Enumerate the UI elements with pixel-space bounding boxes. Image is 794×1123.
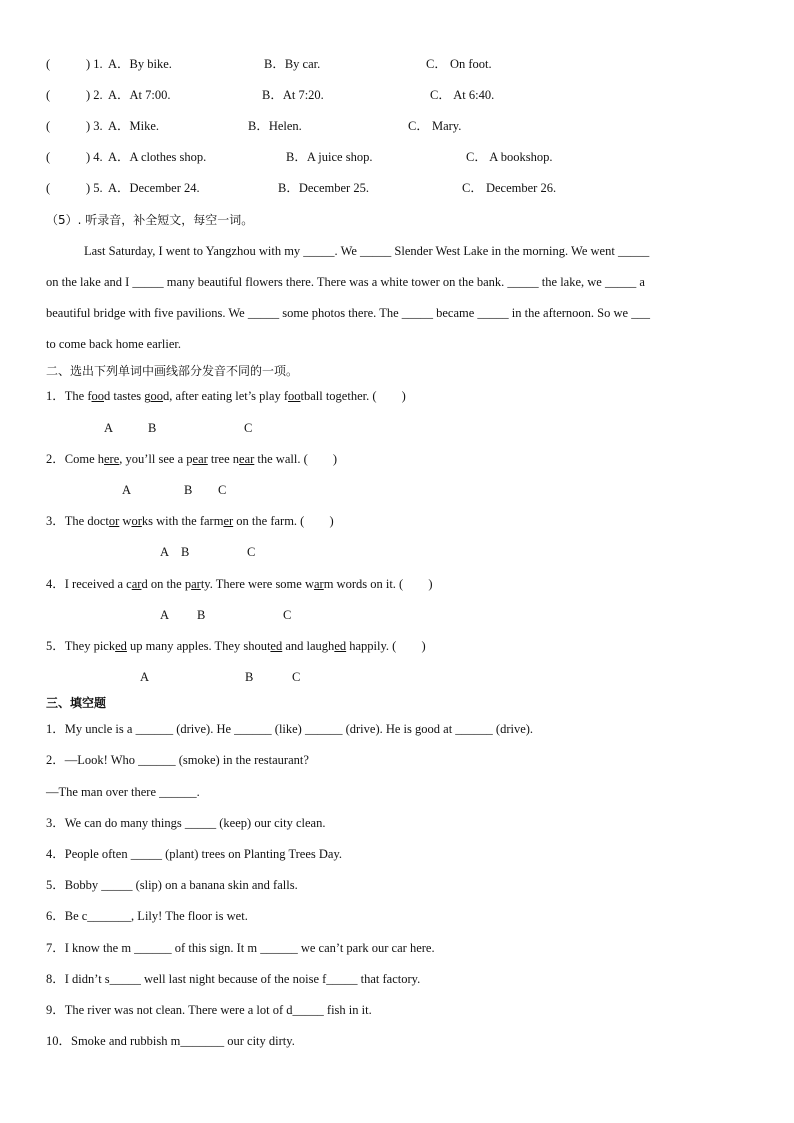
- question-number: 2．: [46, 452, 65, 466]
- underlined-c: ed: [334, 639, 347, 653]
- label-b: B: [148, 421, 157, 435]
- paren-open: (: [46, 88, 51, 102]
- fill-item-3: 3．We can do many things _____ (keep) our city clean.: [46, 816, 326, 830]
- underlined-b: oo: [150, 389, 164, 403]
- option-a: A．Mike.: [108, 119, 160, 133]
- choice-row-3: [46, 118, 50, 134]
- underlined-b: ear: [192, 452, 208, 466]
- paren-close: ): [86, 119, 91, 133]
- underlined-a: ar: [131, 577, 142, 591]
- label-a: A: [160, 608, 170, 622]
- question-number: 2.: [93, 88, 103, 102]
- choice-row-5: [46, 180, 50, 196]
- section3-heading: 三、填空题: [46, 696, 107, 710]
- label-a: A: [122, 483, 132, 497]
- fill-item-5: 5．Bobby _____ (slip) on a banana skin and falls.: [46, 878, 298, 892]
- choice-row-3-body: [86, 118, 103, 134]
- fill-item-7: 7．I know the m ______ of this sign. It m ______ we can’t park our car here.: [46, 941, 435, 955]
- text: ): [398, 389, 406, 403]
- text: They pick: [64, 639, 116, 653]
- text: ): [418, 639, 426, 653]
- underlined-c: ear: [239, 452, 255, 466]
- text: happily. (: [346, 639, 397, 653]
- paren-close: ): [86, 150, 91, 164]
- text: ks with the farm: [141, 514, 224, 528]
- question-number: 4.: [93, 150, 103, 164]
- fill-item-4: 4．People often _____ (plant) trees on Planting Trees Day.: [46, 847, 343, 861]
- option-c: C． December 26.: [462, 181, 557, 195]
- option-a: A．December 24.: [108, 181, 200, 195]
- text: w: [119, 514, 132, 528]
- text: up many apples. They shout: [126, 639, 271, 653]
- option-b: B．December 25.: [278, 181, 369, 195]
- fill-item-2-answer: —The man over there ______.: [46, 785, 200, 799]
- text: d tastes g: [104, 389, 151, 403]
- choice-row-4-body: [86, 149, 103, 165]
- text: m words on it. (: [323, 577, 404, 591]
- paren-open: (: [46, 150, 51, 164]
- underlined-a: ed: [115, 639, 127, 653]
- label-a: A: [160, 545, 170, 559]
- question-number: 3．: [46, 514, 65, 528]
- choice-row-4: [46, 149, 50, 165]
- pronunciation-item-4: [46, 576, 433, 592]
- underlined-a: oo: [91, 389, 104, 403]
- pronunciation-item-2: [46, 451, 337, 467]
- paren-open: (: [46, 181, 51, 195]
- text: I received a c: [64, 577, 132, 591]
- passage-line-3: beautiful bridge with five pavilions. We _____ some photos there. The _____ became _____ in the afternoon. So we ___: [46, 306, 650, 320]
- section2-heading: 二、选出下列单词中画线部分发音不同的一项。: [46, 364, 299, 378]
- paren-close: ): [86, 57, 91, 71]
- text: ): [329, 452, 338, 466]
- text: tball together. (: [300, 389, 377, 403]
- text: tree n: [207, 452, 240, 466]
- option-c: C． On foot.: [426, 57, 492, 71]
- paren-open: (: [46, 119, 51, 133]
- label-a: A: [140, 670, 150, 684]
- text: The doct: [64, 514, 109, 528]
- underlined-b: or: [131, 514, 142, 528]
- passage-line-4: to come back home earlier.: [46, 337, 182, 351]
- label-b: B: [181, 545, 190, 559]
- text: on the farm. (: [233, 514, 305, 528]
- label-c: C: [283, 608, 292, 622]
- option-c: C． A bookshop.: [466, 150, 553, 164]
- option-c: C． At 6:40.: [430, 88, 495, 102]
- passage-line-1: Last Saturday, I went to Yangzhou with my _____. We _____ Slender West Lake in the morning. We went _____: [84, 244, 650, 258]
- pronunciation-item-5: [46, 638, 426, 654]
- option-b: B．By car.: [264, 57, 321, 71]
- choice-row-5-body: [86, 180, 103, 196]
- underlined-c: er: [223, 514, 234, 528]
- label-c: C: [292, 670, 301, 684]
- text: the wall. (: [254, 452, 308, 466]
- text: and laugh: [282, 639, 335, 653]
- choice-row-1-body: [86, 56, 103, 72]
- text: The f: [64, 389, 92, 403]
- label-c: C: [247, 545, 256, 559]
- paren-close: ): [86, 181, 91, 195]
- label-c: C: [218, 483, 227, 497]
- choice-row-2: [46, 87, 50, 103]
- passage-line-2: on the lake and I _____ many beautiful flowers there. There was a white tower on the bank. _____ the lake, we _____ a: [46, 275, 645, 289]
- text: , you’ll see a p: [119, 452, 193, 466]
- label-c: C: [244, 421, 253, 435]
- paren-close: ): [86, 88, 91, 102]
- question-number: 5．: [46, 639, 65, 653]
- option-b: B．Helen.: [248, 119, 302, 133]
- choice-row-1: [46, 56, 50, 72]
- question-number: 1．: [46, 389, 65, 403]
- text: ): [326, 514, 334, 528]
- option-a: A．A clothes shop.: [108, 150, 207, 164]
- underlined-a: or: [108, 514, 120, 528]
- underlined-c: ar: [313, 577, 324, 591]
- fill-item-2: 2．—Look! Who ______ (smoke) in the restaurant?: [46, 753, 309, 767]
- underlined-b: ar: [191, 577, 201, 591]
- question-number: 4．: [46, 577, 65, 591]
- question-number: 5.: [93, 181, 103, 195]
- paren-open: (: [46, 57, 51, 71]
- fill-item-9: 9．The river was not clean. There were a lot of d_____ fish in it.: [46, 1003, 372, 1017]
- fill-item-1: 1．My uncle is a ______ (drive). He ______ (like) ______ (drive). He is good at ______ (drive).: [46, 722, 534, 736]
- underlined-a: ere: [104, 452, 120, 466]
- option-c: C． Mary.: [408, 119, 462, 133]
- label-b: B: [197, 608, 206, 622]
- part5-heading: （5）. 听录音，补全短文，每空一词。: [46, 213, 254, 227]
- text: d, after eating let’s play f: [163, 389, 288, 403]
- fill-item-10: 10．Smoke and rubbish m_______ our city dirty.: [46, 1034, 295, 1048]
- text: Come h: [64, 452, 104, 466]
- label-a: A: [104, 421, 114, 435]
- question-number: 3.: [93, 119, 103, 133]
- option-a: A．At 7:00.: [108, 88, 171, 102]
- text: ty. There were some w: [200, 577, 314, 591]
- underlined-b: ed: [270, 639, 283, 653]
- question-number: 1.: [93, 57, 103, 71]
- choice-row-2-body: [86, 87, 103, 103]
- pronunciation-item-1: [46, 388, 406, 404]
- underlined-c: oo: [287, 389, 301, 403]
- text: ): [425, 577, 433, 591]
- text: d on the p: [141, 577, 192, 591]
- label-b: B: [184, 483, 193, 497]
- pronunciation-item-3: [46, 513, 334, 529]
- fill-item-6: 6．Be c_______, Lily! The floor is wet.: [46, 909, 248, 923]
- fill-item-8: 8．I didn’t s_____ well last night because of the noise f_____ that factory.: [46, 972, 421, 986]
- option-b: B．A juice shop.: [286, 150, 373, 164]
- option-a: A．By bike.: [108, 57, 172, 71]
- label-b: B: [245, 670, 254, 684]
- option-b: B．At 7:20.: [262, 88, 324, 102]
